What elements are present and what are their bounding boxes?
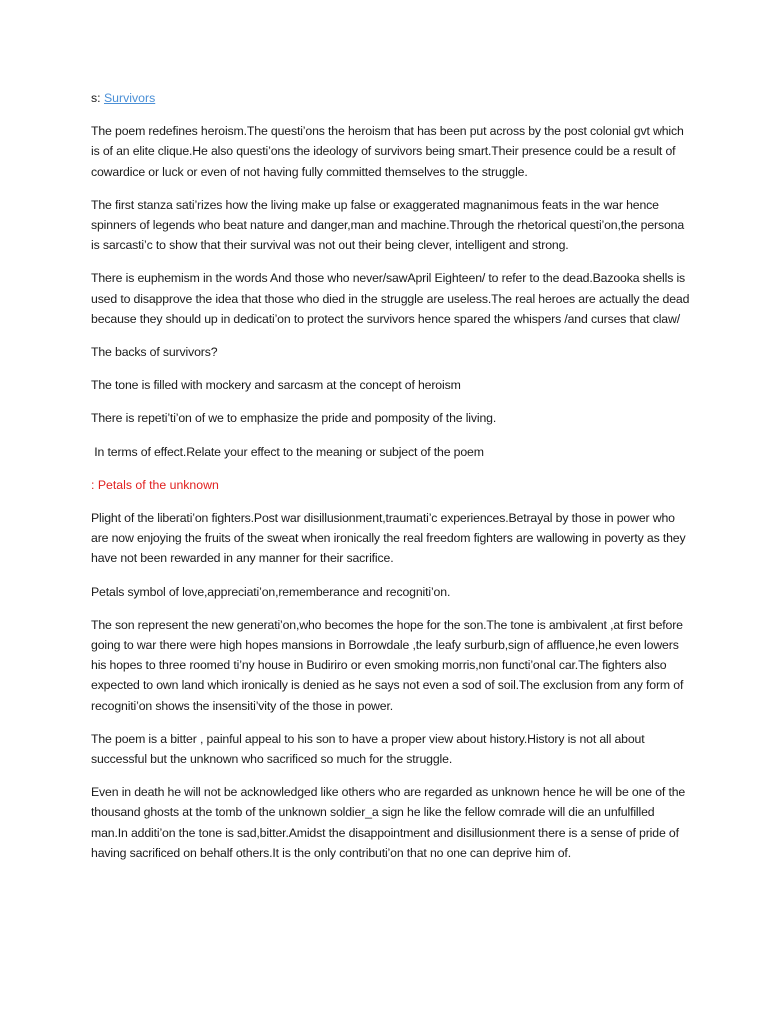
survivors-link[interactable]: Survivors — [103, 91, 156, 105]
petals-paragraph-4: The poem is a bitter , painful appeal to his son to have a proper view about history.History is not all about successful but the unknown who sacrificed so much for the struggle. — [91, 731, 645, 767]
section-heading-prefix: s: — [91, 91, 104, 105]
petals-paragraph-5: Even in death he will not be acknowledged like others who are regarded as unknown hence he will be one of the thousand ghosts at the tomb of the unknown soldier_a sign he like the fellow comrade will die an unfulfilled man.In additi’on the tone is sad,bitter.Amidst the disappointment and disillusionment there is a sense of pride of having sacrificed on behalf others.It is the only contributi’on that no one can deprive him of. — [91, 785, 686, 860]
survivors-paragraph-7: In terms of effect.Relate your effect to the meaning or subject of the poem — [91, 444, 484, 459]
petals-paragraph-1: Plight of the liberati’on fighters.Post war disillusionment,traumati’c experiences.Betrayal by those in power who are now enjoying the fruits of the sweat when ironically the real freedom fighters are wallowing in poverty as they have not been rewarded in any manner for their sacrifice. — [91, 511, 686, 566]
survivors-paragraph-2: The first stanza sati’rizes how the living make up false or exaggerated magnanimous feats in the war hence spinners of legends who beat nature and danger,man and machine.Through the rhetorical questi’on,the persona is sarcasti’c to show that their survival was not out their being clever, intelligent and strong. — [91, 197, 685, 253]
survivors-paragraph-1: The poem redefines heroism.The questi’ons the heroism that has been put across by the post colonial gvt which is of an elite clique.He also questi’ons the ideology of survivors being smart.Their presence could be a result of cowardice or luck or even of not having fully committed themselves to the struggle. — [91, 124, 684, 179]
section-heading-petals: : Petals of the unknown — [91, 477, 219, 492]
survivors-paragraph-6: There is repeti’ti’on of we to emphasize the pride and pomposity of the living. — [91, 411, 497, 426]
survivors-paragraph-3: There is euphemism in the words And those who never/sawApril Eighteen/ to refer to the dead.Bazooka shells is used to disapprove the idea that those who died in the struggle are useless.The real heroes are actually the dead because they should up in dedicati’on to protect the survivors hence spared the whispers /and curses that claw/ — [91, 271, 690, 326]
petals-paragraph-3: The son represent the new generati’on,who becomes the hope for the son.The tone is ambivalent ,at first before going to war there were high hopes mansions in Borrowdale ,the leafy surburb,sign of affluence,he even lowers his hopes to three roomed ti’ny house in Budiriro or even smoking morris,non functi’onal car.The fighters also expected to own land which ironically is denied as he says not even a sod of soil.The exclusion from any form of recogniti’on shows the insensiti’vity of the those in power. — [91, 617, 684, 713]
petals-paragraph-2: Petals symbol of love,appreciati’on,rememberance and recogniti’on. — [91, 584, 451, 599]
document-page — [91, 88, 691, 876]
section-heading-survivors — [91, 88, 691, 108]
survivors-paragraph-5: The tone is filled with mockery and sarcasm at the concept of heroism — [91, 378, 461, 393]
survivors-paragraph-4: The backs of survivors? — [91, 345, 218, 360]
